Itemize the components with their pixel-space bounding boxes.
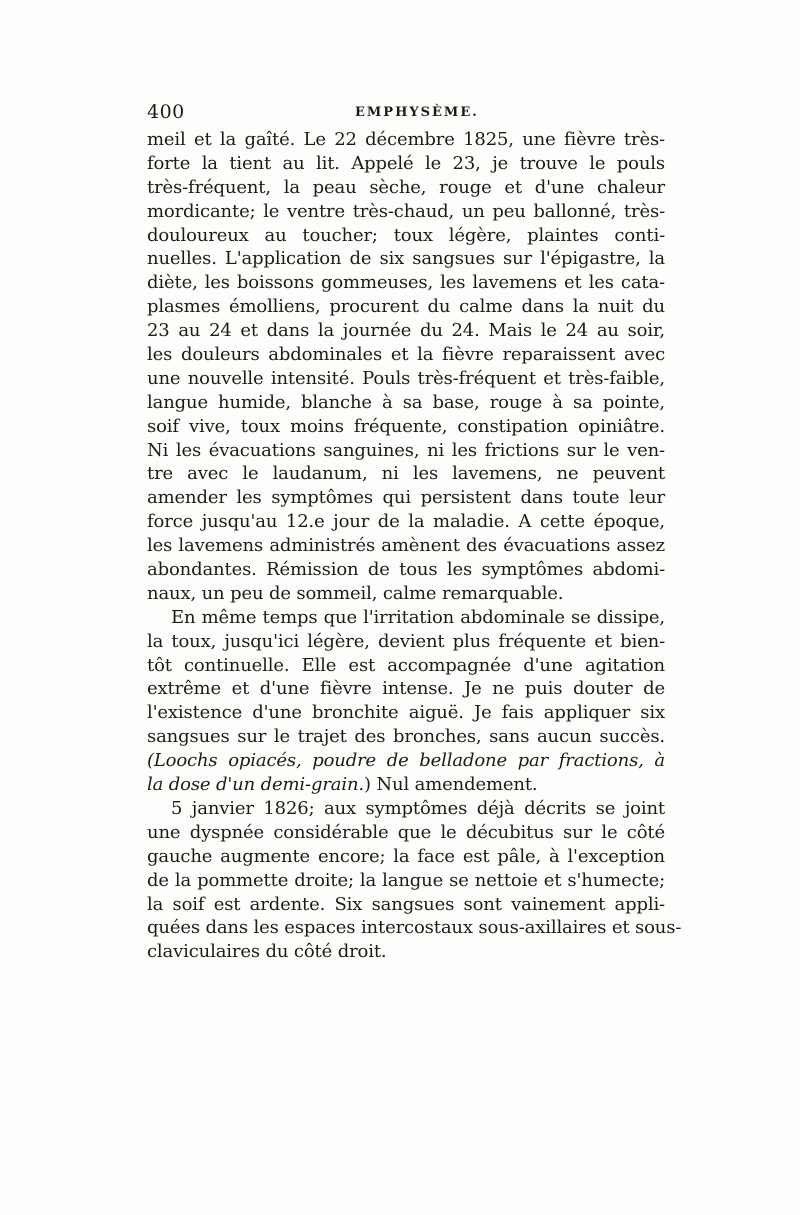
text-line: 5 janvier 1826; aux symptômes déjà décrits se joint bbox=[171, 797, 665, 819]
text-line: claviculaires du côté droit. bbox=[147, 941, 387, 963]
italic-segment: la dose d'un demi-grain. bbox=[147, 774, 364, 796]
text-line: Ni les évacuations sanguines, ni les frictions sur le ven- bbox=[147, 439, 665, 461]
text-line: soif vive, toux moins fréquente, constipation opiniâtre. bbox=[147, 415, 665, 437]
text-line: force jusqu'au 12.e jour de la maladie. A cette époque, bbox=[147, 511, 665, 533]
body-text bbox=[147, 128, 682, 964]
text-line: de la pommette droite; la langue se nettoie et s'humecte; bbox=[147, 869, 665, 891]
text-line: (Loochs opiacés, poudre de belladone par fractions, à bbox=[147, 750, 665, 772]
text-line: les douleurs abdominales et la fièvre reparaissent avec bbox=[147, 344, 665, 366]
text-line: forte la tient au lit. Appelé le 23, je trouve le pouls bbox=[147, 152, 665, 174]
text-line: quées dans les espaces intercostaux sous-axillaires et sous- bbox=[147, 917, 682, 939]
text-line: langue humide, blanche à sa base, rouge à sa pointe, bbox=[147, 391, 665, 413]
text-line: la soif est ardente. Six sangsues sont vainement appli- bbox=[147, 893, 665, 915]
text-line: douloureux au toucher; toux légère, plaintes conti- bbox=[147, 224, 665, 246]
text-line: une nouvelle intensité. Pouls très-fréquent et très-faible, bbox=[147, 367, 665, 389]
text-line: mordicante; le ventre très-chaud, un peu ballonné, très- bbox=[147, 200, 665, 222]
text-line bbox=[147, 773, 665, 797]
text-line: gauche augmente encore; la face est pâle, à l'exception bbox=[147, 845, 665, 867]
text-line: extrême et d'une fièvre intense. Je ne puis douter de bbox=[147, 678, 665, 700]
text-line: la toux, jusqu'ici légère, devient plus fréquente et bien- bbox=[147, 630, 665, 652]
text-line: amender les symptômes qui persistent dans toute leur bbox=[147, 487, 665, 509]
text-line: très-fréquent, la peau sèche, rouge et d'une chaleur bbox=[147, 176, 665, 198]
text-line: plasmes émolliens, procurent du calme dans la nuit du bbox=[147, 296, 665, 318]
page-number: 400 bbox=[147, 101, 185, 123]
text-line: les lavemens administrés amènent des évacuations assez bbox=[147, 535, 665, 557]
text-line: tôt continuelle. Elle est accompagnée d'une agitation bbox=[147, 654, 665, 676]
text-line: l'existence d'une bronchite aiguë. Je fais appliquer six bbox=[147, 702, 665, 724]
text-line: En même temps que l'irritation abdominale se dissipe, bbox=[171, 606, 665, 628]
text-line: tre avec le laudanum, ni les lavemens, ne peuvent bbox=[147, 463, 665, 485]
text-line: nuelles. L'application de six sangsues sur l'épigastre, la bbox=[147, 248, 665, 270]
text-line: abondantes. Rémission de tous les symptômes abdomi- bbox=[147, 559, 665, 581]
text-line: meil et la gaîté. Le 22 décembre 1825, une fièvre très- bbox=[147, 129, 665, 150]
running-head: EMPHYSÈME. bbox=[355, 105, 479, 120]
text-line: diète, les boissons gommeuses, les lavemens et les cata- bbox=[147, 272, 665, 294]
text-line: naux, un peu de sommeil, calme remarquable. bbox=[147, 582, 564, 604]
text-line: sangsues sur le trajet des bronches, sans aucun succès. bbox=[147, 726, 665, 748]
text-line: une dyspnée considérable que le décubitus sur le côté bbox=[147, 821, 665, 843]
text-line: 23 au 24 et dans la journée du 24. Mais le 24 au soir, bbox=[147, 320, 665, 342]
page-header bbox=[147, 101, 667, 125]
roman-segment: ) Nul amendement. bbox=[363, 774, 538, 796]
